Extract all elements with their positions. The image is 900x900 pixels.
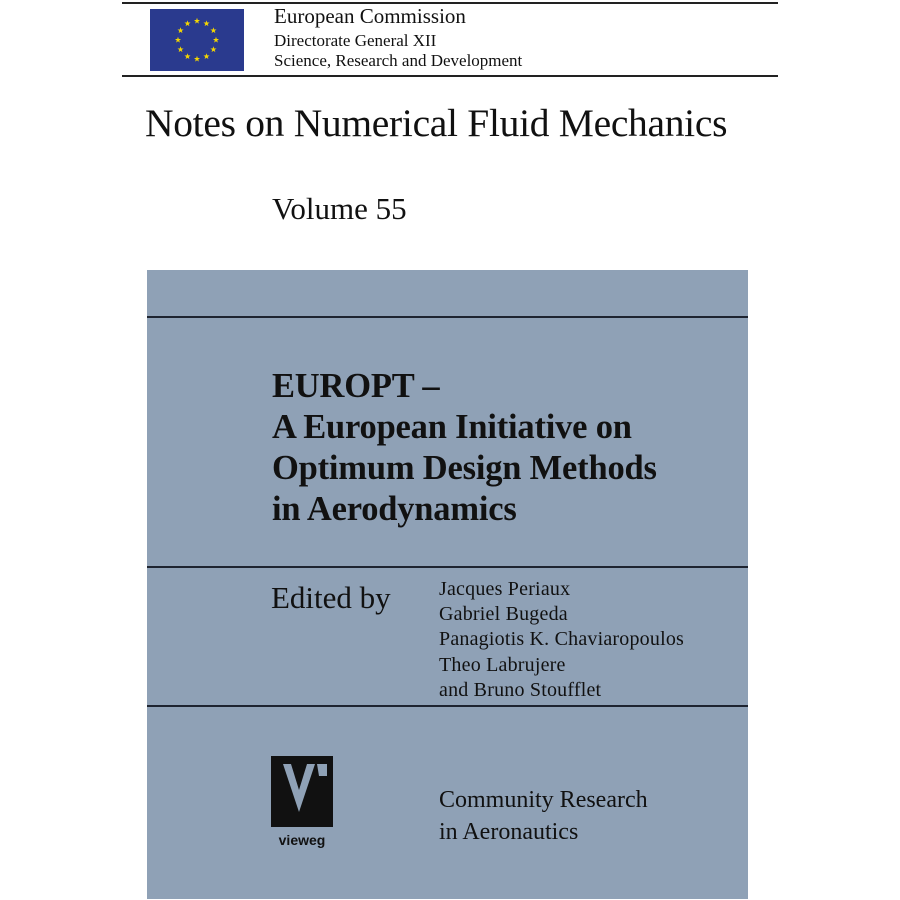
collection-name — [439, 784, 648, 848]
collection-line: Community Research — [439, 787, 648, 813]
header-department: Science, Research and Development — [274, 51, 523, 70]
book-title-line: EUROPT – — [272, 367, 440, 405]
eu-flag-icon — [150, 9, 244, 71]
cover-panel — [147, 270, 748, 899]
header-organization: European Commission — [274, 4, 466, 28]
header-bottom-rule — [122, 75, 778, 77]
editor-name: Panagiotis K. Chaviaropoulos — [439, 628, 685, 651]
panel-divider-middle — [147, 566, 748, 568]
editor-name: Jacques Periaux — [439, 578, 571, 600]
book-title-line: Optimum Design Methods — [272, 449, 657, 487]
editor-name: Gabriel Bugeda — [439, 603, 568, 626]
book-title-line: in Aerodynamics — [272, 490, 517, 528]
book-title-line: A European Initiative on — [272, 408, 632, 446]
header-directorate: Directorate General XII — [274, 31, 437, 50]
book-title — [272, 366, 657, 530]
vieweg-wordmark: vieweg — [278, 832, 326, 848]
editor-list — [439, 577, 684, 703]
vieweg-logo-icon — [269, 754, 335, 850]
editor-name: Theo Labrujere — [439, 653, 566, 676]
collection-line: in Aeronautics — [439, 819, 579, 845]
editor-name: and Bruno Stoufflet — [439, 678, 602, 701]
series-title: Notes on Numerical Fluid Mechanics — [145, 101, 728, 145]
panel-divider-top — [147, 316, 748, 318]
volume-number: Volume 55 — [272, 191, 407, 226]
panel-divider-bottom — [147, 705, 748, 707]
edited-by-label: Edited by — [271, 580, 391, 615]
